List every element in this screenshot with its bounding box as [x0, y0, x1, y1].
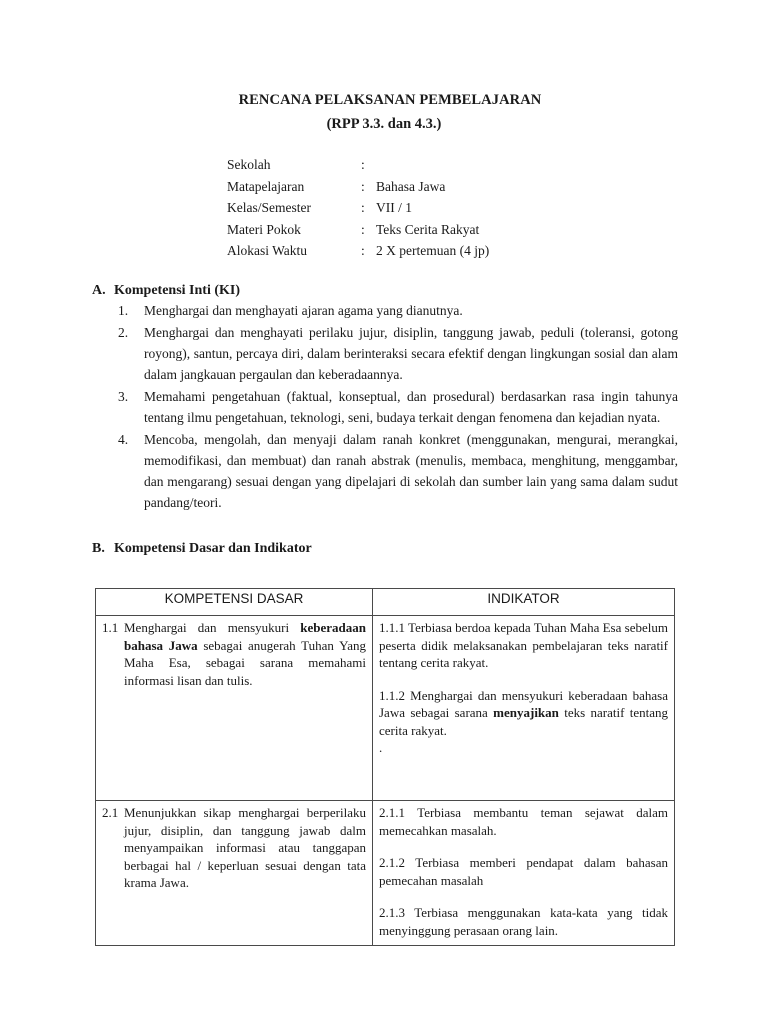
- section-title: Kompetensi Dasar dan Indikator: [114, 541, 312, 556]
- kd-text-bold: keberadaan bahasa Jawa: [124, 620, 366, 653]
- indicator-item: 2.1.1 Terbiasa membantu teman sejawat dalam memecahkan masalah.: [379, 805, 668, 838]
- list-text: Memahami pengetahuan (faktual, konseptual, dan prosedural) berdasarkan rasa ingin tahunya tentang ilmu pengetahuan, teknologi, seni, budaya terkait dengan fenomena dan kejadian nyata.: [144, 389, 678, 425]
- kd-number: 1.1: [102, 620, 119, 635]
- indicator-text-bold: menyajikan: [493, 705, 559, 720]
- list-number: 4.: [118, 432, 129, 447]
- info-row-topic: [227, 219, 489, 241]
- kd-text: Menunjukkan sikap menghargai berperilaku jujur, disiplin, dan tanggung jawab dalm menyampaikan informasi atau tanggapan berbagai hal / keperluan sesuai dengan tata krama Jawa.: [124, 805, 366, 890]
- info-label: Materi Pokok: [227, 221, 301, 237]
- info-colon: :: [361, 157, 365, 172]
- info-value: Bahasa Jawa: [376, 178, 446, 194]
- header-kompetensi-dasar: KOMPETENSI DASAR: [96, 589, 373, 616]
- list-item: [118, 300, 678, 321]
- kd-text-part: Menghargai dan mensyukuri: [124, 620, 301, 635]
- info-value: 2 X pertemuan (4 jp): [376, 243, 490, 258]
- info-row-subject: [227, 176, 489, 198]
- kd-text-part: sebagai anugerah Tuhan Yang Maha Esa, sebagai sarana memahami informasi lisan dan tulis.: [124, 637, 366, 688]
- info-row-class: [227, 197, 489, 219]
- info-row-time: [227, 240, 489, 262]
- info-label: Matapelajaran: [227, 178, 305, 194]
- indicator-item: 2.1.2 Terbiasa memberi pendapat dalam bahasan pemecahan masalah: [379, 855, 668, 888]
- indicator-item: 1.1.1 Terbiasa berdoa kepada Tuhan Maha Esa sebelum peserta didik melaksanakan pembelajaran teks naratif tentang cerita rakyat.: [379, 620, 668, 670]
- list-text: Mencoba, mengolah, dan menyaji dalam ranah konkret (menggunakan, mengurai, merangkai, memodifikasi, dan membuat) dan ranah abstrak (menulis, membaca, menghitung, menggambar, dan mengarang) sesuai dengan yang dipelajari di sekolah dan sumber lain yang sama dalam sudut pandang/teori.: [144, 432, 678, 510]
- info-value: Teks Cerita Rakyat: [376, 221, 480, 237]
- info-colon: :: [361, 178, 365, 194]
- kd-cell: [96, 616, 373, 801]
- list-item: [118, 429, 678, 513]
- info-colon: :: [361, 243, 365, 258]
- info-label: Sekolah: [227, 157, 271, 172]
- kd-cell: [96, 801, 373, 946]
- section-a-heading: [92, 283, 240, 299]
- kd-text: [124, 619, 366, 689]
- indicator-cell: [373, 616, 675, 801]
- info-row-school: [227, 154, 489, 176]
- ki-list: [118, 300, 678, 514]
- table-row: [96, 801, 675, 946]
- table-header-row: [96, 589, 675, 616]
- trailing-dot: .: [379, 740, 383, 755]
- info-colon: :: [361, 221, 365, 237]
- section-title: Kompetensi Inti (KI): [114, 283, 240, 298]
- section-letter: A.: [92, 283, 106, 298]
- info-colon: :: [361, 200, 365, 215]
- info-value: VII / 1: [376, 200, 412, 215]
- indicator-cell: [373, 801, 675, 946]
- list-number: 1.: [118, 303, 129, 318]
- table-row: [96, 616, 675, 801]
- kd-number: 2.1: [102, 805, 119, 820]
- document-subtitle: (RPP 3.3. dan 4.3.): [326, 116, 442, 132]
- list-number: 3.: [118, 389, 129, 404]
- list-item: [118, 322, 678, 385]
- list-text: Menghargai dan menghayati perilaku jujur, disiplin, tanggung jawab, peduli (toleransi, gotong royong), santun, percaya diri, dalam berinteraksi secara efektif dengan lingkungan sosial dan alam dalam jangkauan pergaulan dan keberadaannya.: [144, 325, 678, 382]
- list-number: 2.: [118, 325, 129, 340]
- indicator-item: [379, 687, 668, 740]
- info-label: Kelas/Semester: [227, 200, 311, 215]
- list-item: [118, 386, 678, 428]
- header-indikator: INDIKATOR: [373, 589, 675, 616]
- indicator-text-part: teks naratif tentang cerita rakyat.: [379, 705, 668, 738]
- identity-block: [227, 154, 489, 262]
- indicator-text-part: 1.1.2 Menghargai dan mensyukuri keberadaan bahasa Jawa sebagai sarana: [379, 687, 668, 720]
- document-title: RENCANA PELAKSANAN PEMBELAJARAN: [238, 92, 542, 108]
- section-b-heading: [92, 541, 312, 557]
- list-text: Menghargai dan menghayati ajaran agama yang dianutnya.: [144, 303, 463, 318]
- info-label: Alokasi Waktu: [227, 243, 308, 258]
- kd-indicator-table: [95, 588, 675, 946]
- section-letter: B.: [92, 541, 105, 556]
- indicator-item: 2.1.3 Terbiasa menggunakan kata-kata yang tidak menyinggung perasaan orang lain.: [379, 905, 668, 938]
